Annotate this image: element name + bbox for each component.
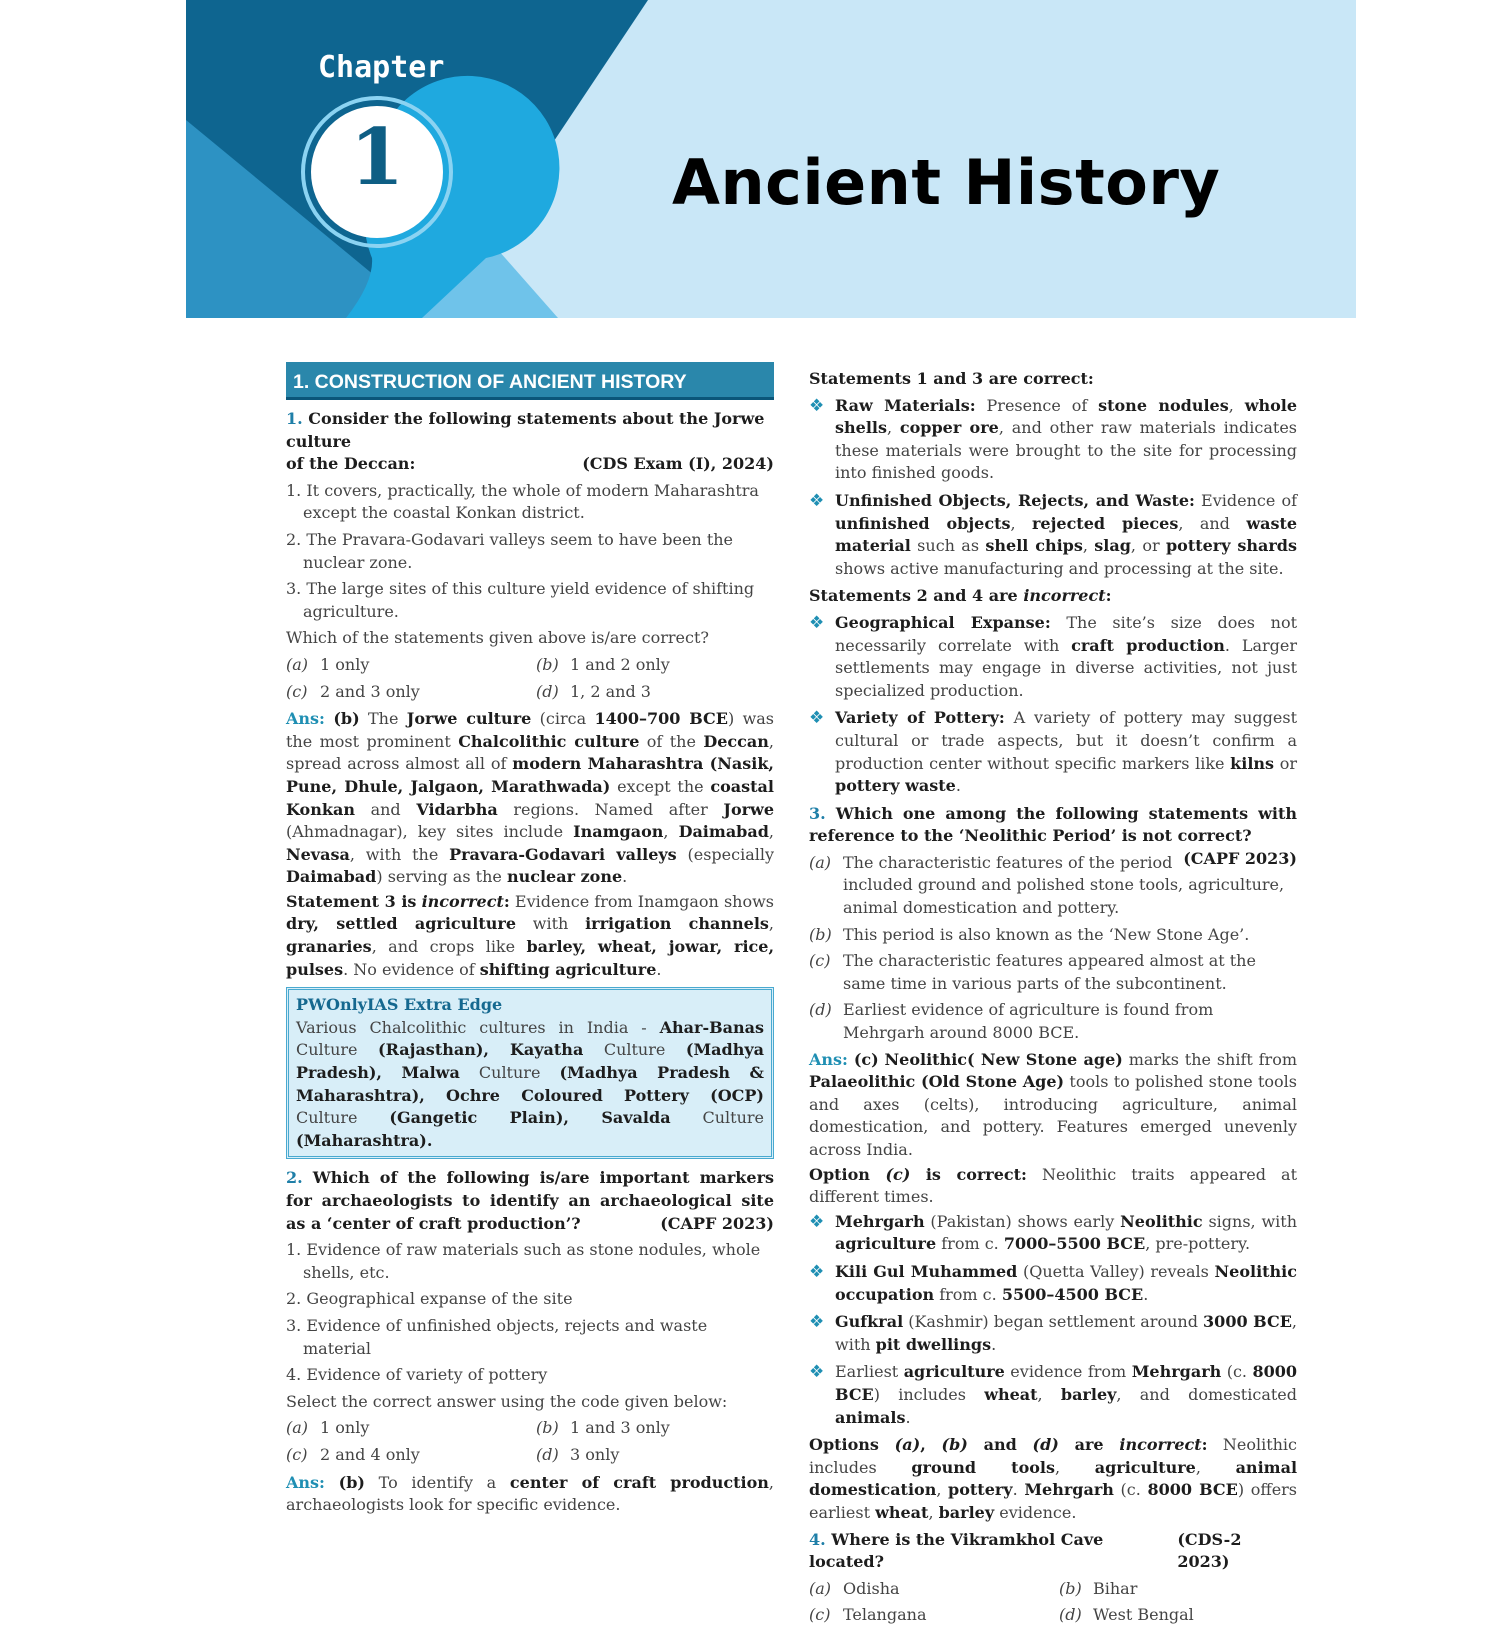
exam-tag: (CAPF 2023) bbox=[660, 1213, 774, 1233]
answer-explanation-3: Ans: (c) Neolithic( New Stone age) marks the shift from Palaeolithic (Old Stone Age) tools to polished stone tools and axes (celts), introducing agriculture, animal domestication, and pottery. Features emerged unevenly across India. bbox=[809, 1049, 1298, 1159]
answer-options bbox=[286, 654, 774, 703]
question-text-cont: of the Deccan: bbox=[286, 454, 416, 474]
statement-item: 3. The large sites of this culture yield evidence of shifting agriculture. bbox=[286, 579, 755, 621]
question-3: 3. Which one among the following statements with reference to the ‘Neolithic Period’ is not correct? (CAPF 2023) bbox=[809, 803, 1297, 848]
chapter-title: Ancient History bbox=[672, 146, 1221, 219]
option-d: (d) West Bengal bbox=[1059, 1605, 1194, 1625]
correct-statements-heading: Statements 1 and 3 are correct: bbox=[809, 369, 1094, 388]
four-diamond-bullet-icon: ❖ bbox=[809, 612, 825, 633]
bullet-point: ❖ Earliest agriculture evidence from Mehrgarh (c. 8000 BCE) includes wheat, barley, and domesticated animals. bbox=[809, 1362, 1298, 1427]
option-a: (a) Odisha bbox=[809, 1578, 900, 1598]
bullet-point: ❖ Geographical Expanse: The site’s size does not necessarily correlate with craft production. Larger settlements may engage in diverse activities, not just specialized production. bbox=[809, 612, 1297, 700]
question-1 bbox=[286, 408, 774, 476]
answer-options bbox=[286, 1417, 774, 1466]
option-b: (b) Bihar bbox=[1059, 1578, 1138, 1598]
bullet-point: ❖ Gufkral (Kashmir) began settlement around 3000 BCE, with pit dwellings. bbox=[809, 1312, 1298, 1354]
answer-explanation-2: Ans: (b) To identify a center of craft production, archaeologists look for specific evidence. bbox=[286, 1472, 774, 1515]
bullet-point: ❖ Raw Materials: Presence of stone nodules, whole shells, copper ore, and other raw materials indicates these materials were brought to the site for processing into finished goods. bbox=[809, 395, 1298, 483]
four-diamond-bullet-icon: ❖ bbox=[809, 1261, 825, 1282]
four-diamond-bullet-icon: ❖ bbox=[809, 395, 825, 416]
statement-item: 3. Evidence of unfinished objects, rejects and waste material bbox=[286, 1315, 708, 1358]
exam-tag: (CAPF 2023) bbox=[1183, 848, 1297, 868]
exam-tag: (CDS-2 2023) bbox=[1177, 1529, 1242, 1572]
option-b: (b) 1 and 2 only bbox=[536, 654, 670, 674]
bullet-point: ❖ Mehrgarh (Pakistan) shows early Neolithic signs, with agriculture from c. 7000–5500 BCE, pre-pottery. bbox=[809, 1211, 1298, 1254]
answer-explanation-3b: Option (c) is correct: Neolithic traits appeared at different times. bbox=[809, 1164, 1298, 1207]
right-column bbox=[809, 368, 1297, 1627]
option-d: (d) 3 only bbox=[536, 1444, 620, 1464]
four-diamond-bullet-icon: ❖ bbox=[809, 1312, 825, 1333]
statement-item: 4. Evidence of variety of pottery bbox=[286, 1365, 548, 1385]
statement-item: 1. Evidence of raw materials such as stone nodules, whole shells, etc. bbox=[286, 1240, 761, 1282]
option-c: (c) 2 and 3 only bbox=[286, 681, 420, 701]
question-text: Consider the following statements about the Jorwe culture bbox=[286, 409, 765, 451]
option-a: (a) 1 only bbox=[286, 1418, 370, 1438]
left-column bbox=[286, 362, 774, 1519]
option-d: (d) 1, 2 and 3 bbox=[536, 681, 651, 701]
option-b: (b) 1 and 3 only bbox=[536, 1418, 670, 1438]
incorrect-statements-heading: Statements 2 and 4 are incorrect: bbox=[809, 586, 1112, 606]
option-c: (c) 2 and 4 only bbox=[286, 1444, 420, 1464]
question-prompt: Select the correct answer using the code given below: bbox=[286, 1391, 728, 1411]
option-a: (a) 1 only bbox=[286, 654, 370, 674]
bullet-point: ❖ Variety of Pottery: A variety of pottery may suggest cultural or trade aspects, but it doesn’t confirm a production center without specific markers like kilns or pottery waste. bbox=[809, 708, 1298, 796]
statement-item: 2. Geographical expanse of the site bbox=[286, 1289, 573, 1309]
question-4: 4. Where is the Vikramkhol Cave located? (CDS-2 2023) bbox=[809, 1529, 1297, 1574]
question-number: 1. bbox=[286, 409, 303, 428]
extra-edge-text: Various Chalcolithic cultures in India - Ahar-Banas Culture (Rajasthan), Kayatha Culture (Madhya Pradesh), Malwa Culture (Madhya Pradesh & Maharashtra), Ochre Coloured Pottery (OCP) Culture (Gangetic Plain), Savalda Culture (Maharashtra). bbox=[296, 1017, 765, 1150]
extra-edge-box bbox=[286, 987, 774, 1159]
answer-explanation-3c: Options (a), (b) and (d) are incorrect: Neolithic includes ground tools, agriculture, animal domestication, pottery. Mehrgarh (c. 8000 BCE) offers earliest wheat, barley evidence. bbox=[809, 1435, 1298, 1522]
answer-options bbox=[809, 1578, 1297, 1627]
chapter-number: 1 bbox=[349, 112, 405, 203]
option-c: (c) The characteristic features appeared almost at the same time in various parts of the subcontinent. bbox=[809, 951, 1256, 993]
statement-item: 1. It covers, practically, the whole of modern Maharashtra except the coastal Konkan district. bbox=[286, 480, 759, 523]
answer-explanation-1: Ans: (b) The Jorwe culture (circa 1400–700 BCE) was the most prominent Chalcolithic culture of the Deccan, spread across almost all of modern Maharashtra (Nasik, Pune, Dhule, Jalgaon, Marathwada) except the coastal Konkan and Vidarbha regions. Named after Jorwe (Ahmadnagar), key sites include Inamgaon, Daimabad, Nevasa, with the Pravara-Godavari valleys (especially Daimabad) serving as the nuclear zone. bbox=[286, 709, 775, 887]
statement-item: 2. The Pravara-Godavari valleys seem to have been the nuclear zone. bbox=[286, 529, 734, 572]
section-heading: 1. CONSTRUCTION OF ANCIENT HISTORY bbox=[286, 362, 774, 400]
extra-edge-title: PWOnlyIAS Extra Edge bbox=[296, 995, 503, 1015]
option-c: (c) Telangana bbox=[809, 1605, 927, 1625]
exam-tag: (CDS Exam (I), 2024) bbox=[582, 454, 774, 474]
option-d: (d) Earliest evidence of agriculture is found from Mehrgarh around 8000 BCE. bbox=[809, 1000, 1214, 1043]
question-prompt: Which of the statements given above is/are correct? bbox=[286, 628, 709, 648]
bullet-point: ❖ Kili Gul Muhammed (Quetta Valley) reveals Neolithic occupation from c. 5500–4500 BCE. bbox=[809, 1261, 1297, 1304]
bullet-point: ❖ Unfinished Objects, Rejects, and Waste: Evidence of unfinished objects, rejected pieces, and waste material such as shell chips, slag, or pottery shards shows active manufacturing and processing at the site. bbox=[809, 490, 1298, 578]
four-diamond-bullet-icon: ❖ bbox=[809, 490, 825, 511]
chapter-banner bbox=[186, 0, 1356, 318]
question-2: 2. Which of the following is/are important markers for archaeologists to identify an archaeological site as a ‘center of craft production’? (CAPF 2023) bbox=[286, 1167, 774, 1235]
option-b: (b) This period is also known as the ‘New Stone Age’. bbox=[809, 924, 1250, 944]
answer-explanation-1b: Statement 3 is incorrect: Evidence from Inamgaon shows dry, settled agriculture with irrigation channels, granaries, and crops like barley, wheat, jowar, rice, pulses. No evidence of shifting agriculture. bbox=[286, 891, 775, 979]
four-diamond-bullet-icon: ❖ bbox=[809, 1211, 825, 1232]
four-diamond-bullet-icon: ❖ bbox=[809, 1362, 825, 1383]
chapter-label: Chapter bbox=[318, 50, 445, 85]
four-diamond-bullet-icon: ❖ bbox=[809, 708, 825, 729]
option-a: (a) The characteristic features of the period included ground and polished stone tools, agriculture, animal domestication and pottery. bbox=[809, 852, 1285, 918]
